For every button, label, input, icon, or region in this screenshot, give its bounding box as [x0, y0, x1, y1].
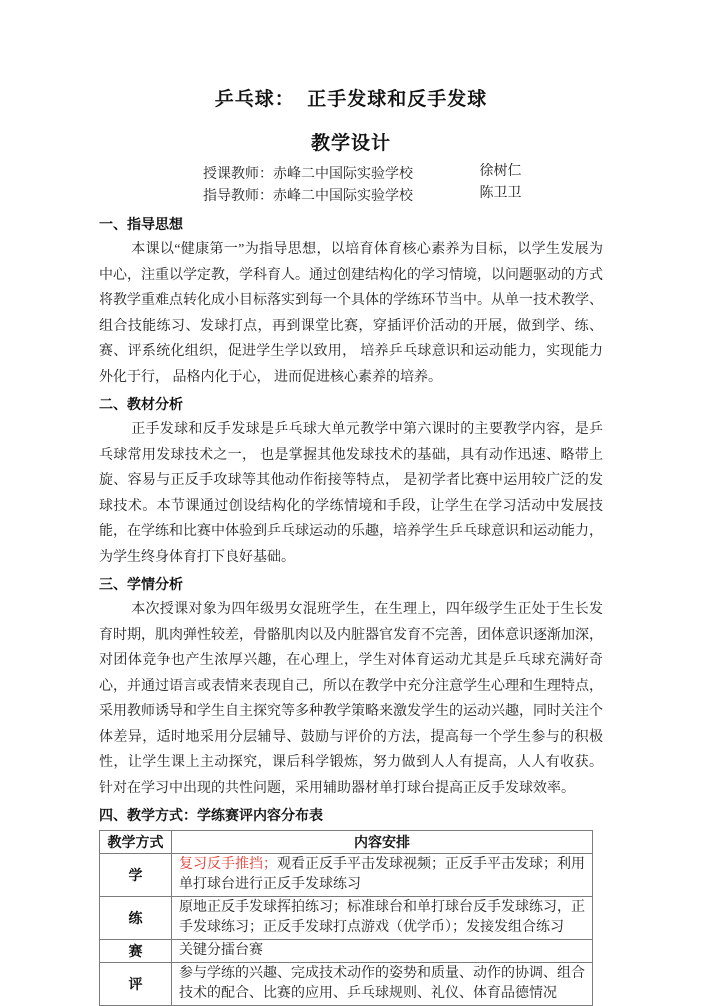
advisor-name: 陈卫卫: [479, 186, 522, 201]
doc-title: 乒乓球： 正手发球和反手发球: [214, 89, 488, 110]
section-teaching-method: [99, 805, 603, 1006]
section-paragraph-1: 本课以“健康第一”为指导思想，以培育体育核心素养为目标，以学生发展为中心，注重以学定教，学科育人。通过创建结构化的学习情境，以问题驱动的方式将教学重难点转化成小目标落实到每一个具体的学练环节当中。从单一技术教学、组合技能练习、发球打点，再到课堂比赛，穿插评价活动的开展，做到学、练、赛、评系统化组织，促进学生学以致用， 培养乒乓球意识和运动能力，实现能力外化于行， 品格内化于心， 进而促进核心素养的培养。: [99, 242, 603, 385]
red-note-review: 复习反手推挡；: [179, 857, 277, 872]
teacher-line-instructor: [203, 164, 603, 186]
advisor-label: 指导教师：赤峰二中国际实验学校: [203, 189, 413, 204]
method-cell-learn: 学: [100, 854, 172, 897]
teacher-info: [203, 164, 603, 208]
header-cell-content: 内容安排: [172, 831, 593, 854]
content-cell-compete: 关键分擂台赛: [172, 940, 593, 963]
teacher-line-advisor: [203, 186, 603, 208]
table-row-practice: [100, 897, 593, 940]
content-cell-practice: 原地正反手发球挥拍练习；标准球台和单打球台反手发球练习，正手发球练习；正反手发球打点游戏（优学币）；发接发组合练习: [172, 897, 593, 940]
instructor-name: 徐树仁: [479, 164, 522, 179]
content-cell-learn: [172, 854, 593, 897]
content-text-learn: 观看正反手平击发球视频；正反手平击发球；利用单打球台进行正反手发球练习: [179, 857, 585, 892]
table-row-compete: [100, 940, 593, 963]
instructor-label: 授课教师：赤峰二中国际实验学校: [203, 167, 413, 182]
section-guiding-ideology: [99, 214, 603, 390]
method-cell-evaluate: 评: [100, 963, 172, 1006]
content-cell-evaluate: 参与学练的兴趣、完成技术动作的姿势和质量、动作的协调、组合技术的配合、比赛的应用、乒乓球规则、礼仪、体育品德情况: [172, 963, 593, 1006]
section-material-analysis: [99, 394, 603, 570]
section-heading-1: 一、指导思想: [99, 216, 183, 232]
section-paragraph-3: 本次授课对象为四年级男女混班学生，在生理上，四年级学生正处于生长发育时期，肌肉弹性较差，骨骼肌肉以及内脏器官发育不完善，团体意识逐渐加深，对团体竞争也产生浓厚兴趣，在心理上，学生对体育运动尤其是乒乓球充满好奇心，并通过语言或表情来表现自己，所以在教学中充分注意学生心理和生理特点，采用教师诱导和学生自主探究等多种教学策略来激发学生的运动兴趣，同时关注个体差异，适时地采用分层辅导、鼓励与评价的方法，提高每一个学生参与的积极性，让学生课上主动探究，课后科学锻炼，努力做到人人有提高，人人有收获。 针对在学习中出现的共性问题，采用辅助器材单打球台提高正反手发球效率。: [99, 602, 603, 796]
section-heading-2: 二、教材分析: [99, 396, 183, 412]
table-row-evaluate: [100, 963, 593, 1006]
section-heading-4: 四、教学方式：学练赛评内容分布表: [99, 807, 323, 823]
teaching-content-table: [99, 830, 593, 1006]
section-paragraph-2: 正手发球和反手发球是乒乓球大单元教学中第六课时的主要教学内容，是乒乓球常用发球技术之一， 也是掌握其他发球技术的基础，具有动作迅速、略带上旋、容易与正反手攻球等其他动作衔接等特点， 是初学者比赛中运用较广泛的发球技术。本节课通过创设结构化的学练情境和手段，让学生在学习活动中发展技能，在学练和比赛中体验到乒乓球运动的乐趣，培养学生乒乓球意识和运动能力，为学生终身体育打下良好基础。: [99, 422, 603, 565]
section-heading-3: 三、学情分析: [99, 576, 183, 592]
table-header-row: [100, 831, 593, 854]
table-row-learn: [100, 854, 593, 897]
method-cell-compete: 赛: [100, 940, 172, 963]
header-cell-method: 教学方式: [100, 831, 172, 854]
method-cell-practice: 练: [100, 897, 172, 940]
section-learner-analysis: [99, 574, 603, 801]
doc-subtitle: 教学设计: [310, 133, 391, 154]
